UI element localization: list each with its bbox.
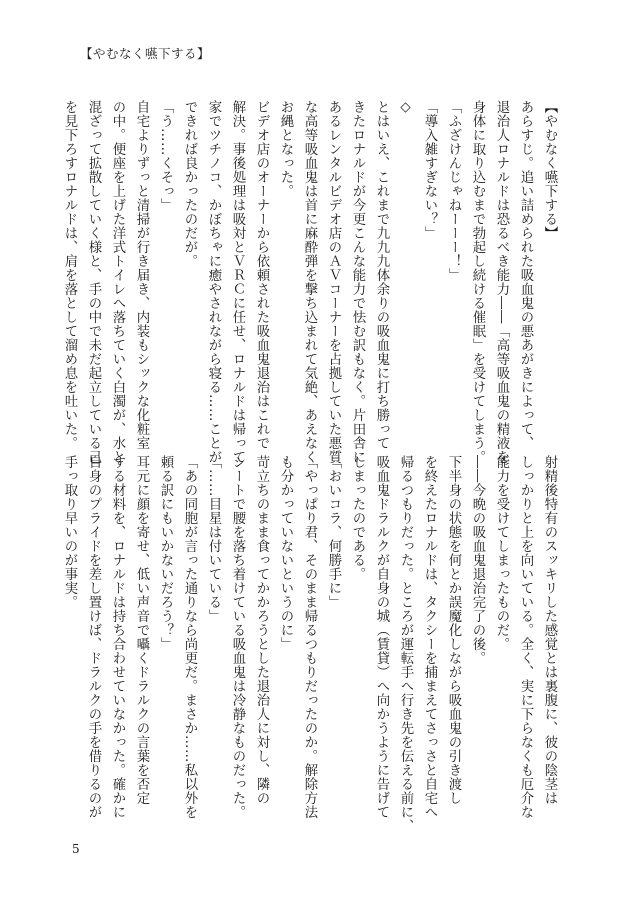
text-line: 混ざって拡散していく様と、手の中で未だ起立している己 (86, 100, 101, 464)
text-line: 手っ取り早いのが事実。 (62, 455, 77, 609)
text-line: 「おいコラ、何勝手に」 (326, 455, 341, 609)
text-line: シートで腰を落ち着けている吸血鬼は冷静なものだった。 (230, 455, 245, 819)
text-line: 帰るつもりだった。ところが運転手へ行き先を伝える前に、 (398, 455, 413, 833)
text-line: しまったのである。 (350, 455, 365, 581)
bottom-text-block (41, 455, 561, 833)
text-line: 自身のプライドを差し置けば、ドラルクの手を借りるのが (86, 455, 101, 819)
text-line: できれば良かったのだが。 (182, 100, 197, 268)
text-line: 射精後特有のスッキリした感覚とは裏腹に、彼の陰茎は (542, 455, 557, 805)
text-line: 「……目星は付いている」 (206, 455, 221, 623)
running-head: 【やむなく嚥下する】 (80, 46, 211, 61)
text-line: 身体に取り込むまで勃起し続ける催眠」を受けてしまう。 (470, 100, 485, 464)
top-text-block (41, 100, 561, 464)
text-line: 「あの同胞が言った通りなら尚更だ。まさか……私以外を (182, 455, 197, 819)
page-number: 5 (72, 842, 80, 856)
text-line: 自宅よりずっと清掃が行き届き、内装もシックな化粧室 (134, 100, 149, 450)
text-line: 頼る訳にもいかないだろう？」 (158, 455, 173, 651)
text-line: 「ふざけんじゃねーーー！」 (446, 100, 461, 282)
text-line: 能力を受けてしまったものだ。 (494, 455, 509, 651)
text-line: 「やっぱり君、そのまま帰るつもりだったのか。解除方法 (302, 455, 317, 819)
text-line: ――今晩の吸血鬼退治完了の後。 (470, 455, 485, 665)
text-line: を見下ろすロナルドは、肩を落として溜め息を吐いた。 (62, 100, 77, 450)
text-line: 下半身の状態を何とか誤魔化しながら吸血鬼の引き渡し (446, 455, 461, 805)
text-line: 「う……くそっ」 (158, 100, 173, 212)
text-line: する材料を、ロナルドは持ち合わせていなかった。確かに (110, 455, 125, 819)
text-line: あらすじ。追い詰められた吸血鬼の悪あがきによって、 (518, 100, 533, 450)
text-line: 苛立ちのまま食ってかかろうとした退治人に対し、隣の (254, 455, 269, 805)
text-line: 退治人ロナルドは恐るべき能力――「高等吸血鬼の精液を (494, 100, 509, 464)
text-line: お縄となった。 (278, 100, 293, 198)
text-line: あるレンタルビデオ店のＡＶコーナーを占拠していた悪質 (326, 100, 341, 464)
text-line: 吸血鬼ドラルクが自身の城（賃貸）へ向かうように告げて (374, 455, 389, 819)
text-line: きたロナルドが今更こんな能力で怯む訳もなく。片田舎に (350, 100, 365, 464)
text-line: ビデオ店のオーナーから依頼された吸血鬼退治はこれで (254, 100, 269, 450)
text-line: 家でツチノコ、かぼちゃに癒やされながら寝る……ことが (206, 100, 221, 464)
text-line: 解決。事後処理は吸対とＶＲＣに任せ、ロナルドは帰って (230, 100, 245, 464)
text-line: 【やむなく嚥下する】 (542, 100, 557, 240)
text-line: も分かっていないというのに」 (278, 455, 293, 651)
text-line: とはいえ、これまで九九九体余りの吸血鬼に打ち勝って (374, 100, 389, 450)
text-line: 耳元に顔を寄せ、低い声音で囁くドラルクの言葉を否定 (134, 455, 149, 805)
text-line: の中。便座を上げた洋式トイレへ落ちていく白濁が、水と (110, 100, 125, 464)
section-mark: ◇ (398, 100, 413, 116)
text-line: な高等吸血鬼は首に麻酔弾を撃ち込まれて気絶、あえなく (302, 100, 317, 464)
text-line: しっかりと上を向いている。全く、実に下らなくも厄介な (518, 455, 533, 819)
text-line: 「導入雑すぎない？」 (422, 100, 437, 240)
text-line: を終えたロナルドは、タクシーを捕まえてさっさと自宅へ (422, 455, 437, 819)
